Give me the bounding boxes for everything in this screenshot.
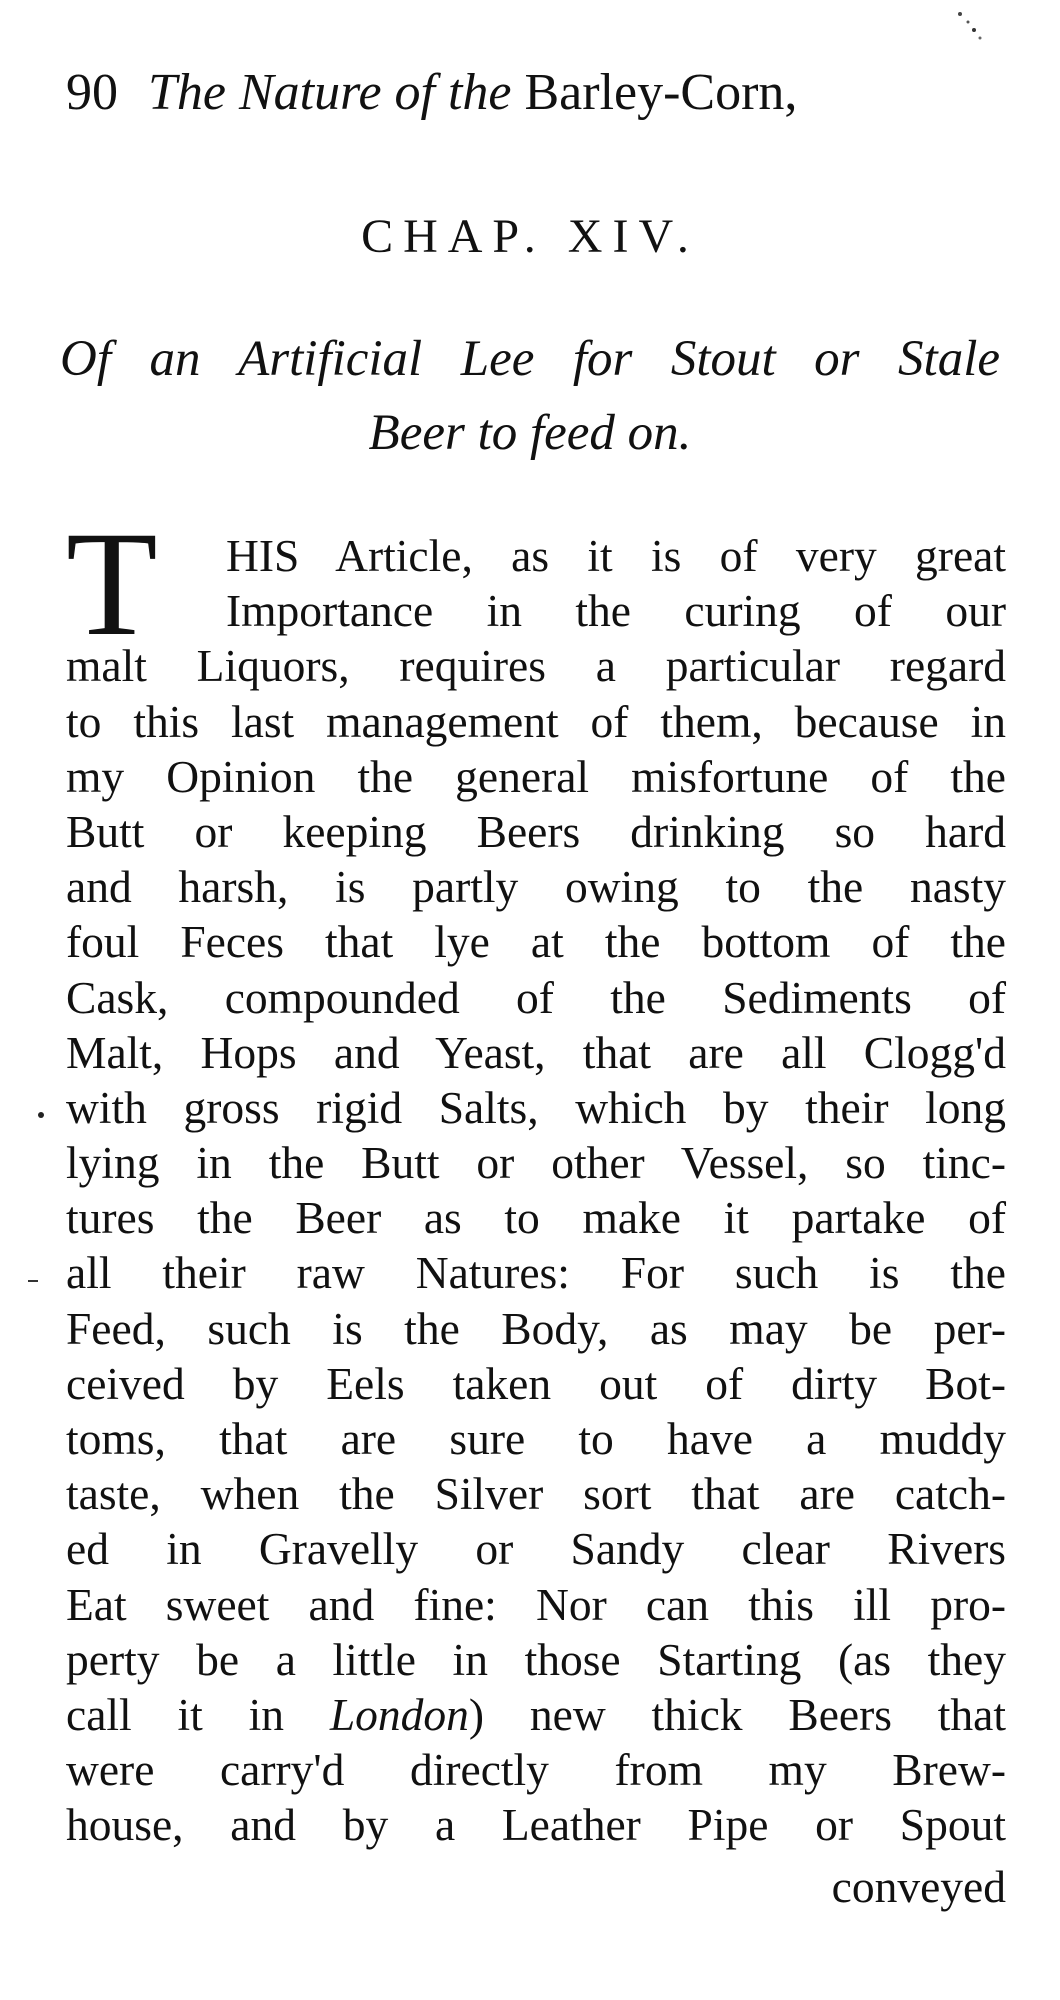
print-specks: [950, 8, 1010, 48]
body-text: [66, 528, 1006, 1853]
chapter-heading: CHAP. XIV.: [361, 210, 699, 263]
text-line: all their raw Natures: For such is the: [66, 1247, 1006, 1299]
text-line: and harsh, is partly owing to the nasty: [66, 861, 1006, 913]
text-line: Cask, compounded of the Sediments of: [66, 971, 1006, 1023]
text-fragment: ) new thick Beers that: [468, 1688, 1007, 1740]
page-number: 90: [66, 64, 118, 121]
text-line: house, and by a Leather Pipe or Spout: [66, 1799, 1006, 1851]
margin-mark: [28, 1280, 38, 1282]
italic-place-name: London: [329, 1688, 469, 1740]
catchword: conveyed: [831, 1861, 1006, 1912]
text-line: foul Feces that lye at the bottom of the: [66, 916, 1006, 968]
text-line: [66, 1687, 1006, 1742]
text-line: Eat sweet and fine: Nor can this ill pro-: [66, 1578, 1006, 1630]
drop-cap: T: [66, 501, 158, 667]
running-head-roman: Barley-Corn,: [524, 64, 798, 121]
text-line: ceived by Eels taken out of dirty Bot-: [66, 1357, 1006, 1409]
text-line: with gross rigid Salts, which by their long: [66, 1081, 1006, 1133]
text-line: my Opinion the general misfortune of the: [66, 750, 1006, 802]
text-line: ed in Gravelly or Sandy clear Rivers: [66, 1523, 1006, 1575]
text-line: were carry'd directly from my Brew-: [66, 1744, 1006, 1796]
text-line: taste, when the Silver sort that are catch-: [66, 1468, 1006, 1520]
text-line: Importance in the curing of our: [226, 585, 1006, 637]
text-line: toms, that are sure to have a muddy: [66, 1413, 1006, 1464]
chapter-title-line-1: Of an Artificial Lee for Stout or Stale: [60, 331, 1000, 387]
chapter-title: [60, 322, 1000, 470]
chapter-title-line-2: Beer to feed on.: [368, 405, 692, 461]
margin-mark: [38, 1112, 44, 1118]
text-line: malt Liquors, requires a particular regard: [66, 640, 1006, 692]
text-line: Feed, such is the Body, as may be per-: [66, 1302, 1006, 1354]
text-line: to this last management of them, because in: [66, 695, 1006, 747]
text-line: Butt or keeping Beers drinking so hard: [66, 805, 1006, 857]
text-line: HIS Article, as it is of very great: [226, 530, 1006, 581]
running-head-italic: The Nature of the: [148, 64, 512, 121]
running-head: [66, 58, 966, 128]
text-line: perty be a little in those Starting (as they: [66, 1633, 1006, 1685]
text-line: tures the Beer as to make it partake of: [66, 1192, 1006, 1244]
text-line: lying in the Butt or other Vessel, so tinc-: [66, 1137, 1006, 1189]
text-fragment: call it in: [66, 1688, 285, 1740]
text-line: Malt, Hops and Yeast, that are all Clogg'd: [66, 1026, 1006, 1078]
